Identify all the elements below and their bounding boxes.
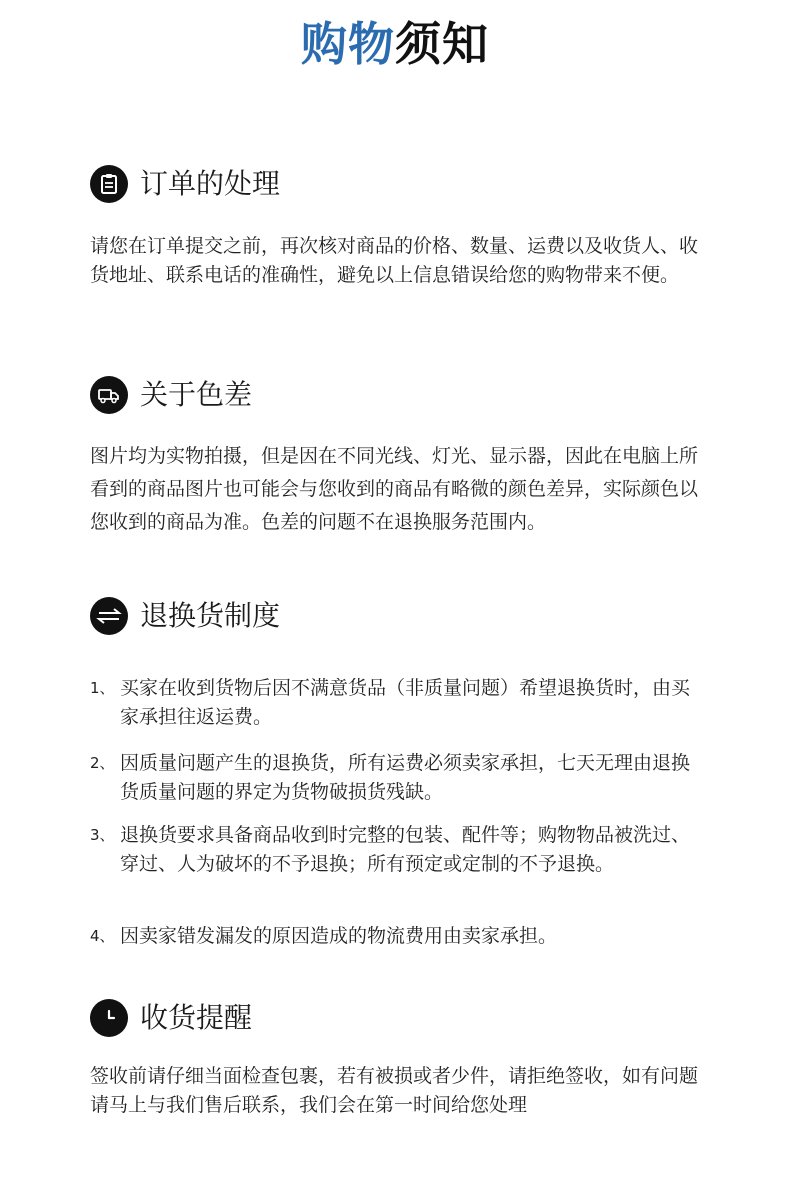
return-rule-3 — [90, 821, 700, 879]
section-receipt-title: 收货提醒 — [140, 1001, 253, 1034]
return-rule-1 — [90, 674, 700, 732]
page-title — [0, 14, 790, 74]
section-receipt-header — [90, 999, 252, 1037]
section-order-text: 请您在订单提交之前，再次核对商品的价格、数量、运费以及收货人、收货地址、联系电话的准确性，避免以上信息错误给您的购物带来不便。 — [90, 235, 699, 286]
return-rule-4-text: 因卖家错发漏发的原因造成的物流费用由卖家承担。 — [120, 925, 558, 947]
section-receipt-text: 签收前请仔细当面检查包裹，若有被损或者少件，请拒绝签收，如有问题请马上与我们售后联系，我们会在第一时间给您处理 — [90, 1065, 699, 1116]
return-rule-1-number: 1、 — [90, 679, 115, 697]
section-order-header — [90, 165, 280, 203]
section-color-header — [90, 376, 252, 414]
section-color-title: 关于色差 — [140, 378, 253, 411]
section-return-title: 退换货制度 — [140, 599, 281, 632]
page-title-blue: 购物 — [301, 17, 395, 71]
return-rule-4 — [90, 922, 700, 951]
section-order-title: 订单的处理 — [140, 167, 281, 200]
section-return-header — [90, 597, 280, 635]
clipboard-icon — [90, 165, 128, 203]
section-color-text: 图片均为实物拍摄，但是因在不同光线、灯光、显示器，因此在电脑上所看到的商品图片也可能会与您收到的商品有略微的颜色差异，实际颜色以您收到的商品为准。色差的问题不在退换服务范围内。 — [90, 445, 699, 533]
exchange-arrows-icon — [90, 597, 128, 635]
clock-icon — [90, 999, 128, 1037]
return-rule-3-text: 退换货要求具备商品收到时完整的包装、配件等；购物物品被洗过、穿过、人为破坏的不予退换；所有预定或定制的不予退换。 — [120, 824, 691, 875]
return-rule-1-text: 买家在收到货物后因不满意货品（非质量问题）希望退换货时，由买家承担往返运费。 — [120, 677, 691, 728]
return-rule-2-number: 2、 — [90, 754, 115, 772]
return-rule-2 — [90, 749, 700, 807]
truck-icon — [90, 376, 128, 414]
page-title-black: 须知 — [395, 17, 489, 71]
return-rule-2-text: 因质量问题产生的退换货，所有运费必须卖家承担，七天无理由退换货质量问题的界定为货物破损货残缺。 — [120, 752, 691, 803]
return-rule-3-number: 3、 — [90, 826, 115, 844]
return-rule-4-number: 4、 — [90, 927, 115, 945]
